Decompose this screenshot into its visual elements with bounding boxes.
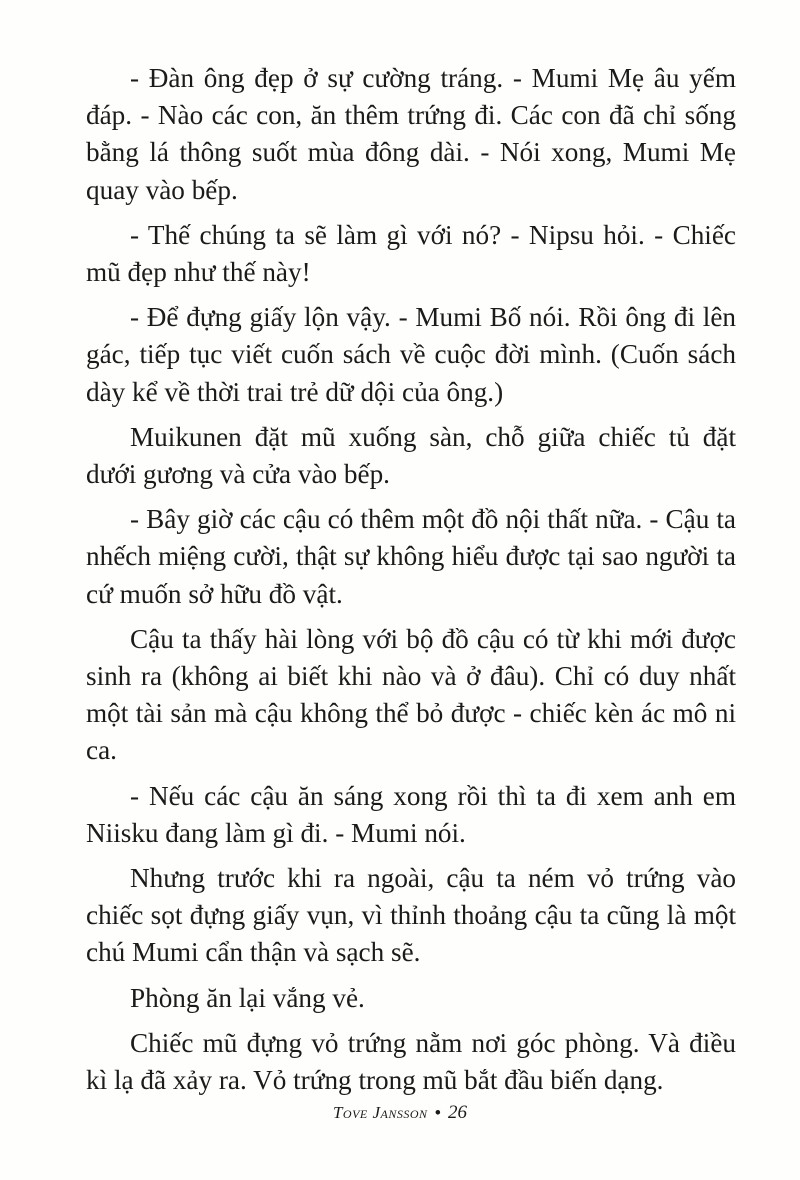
body-text [86, 60, 736, 1107]
paragraph-5: - Bây giờ các cậu có thêm một đồ nội thất nữa. - Cậu ta nhếch miệng cười, thật sự không hiểu được tại sao người ta cứ muốn sở hữu đồ vật. [86, 504, 736, 609]
paragraph-9: Phòng ăn lại vắng vẻ. [130, 982, 365, 1013]
page-footer [0, 1102, 800, 1124]
page-number: 26 [448, 1102, 468, 1123]
paragraph-4: Muikunen đặt mũ xuống sàn, chỗ giữa chiếc tủ đặt dưới gương và cửa vào bếp. [86, 421, 736, 490]
paragraph-10: Chiếc mũ đựng vỏ trứng nằm nơi góc phòng. Và điều kì lạ đã xảy ra. Vỏ trứng trong mũ bắt đầu biến dạng. [86, 1027, 736, 1096]
paragraph-3: - Để đựng giấy lộn vậy. - Mumi Bố nói. Rồi ông đi lên gác, tiếp tục viết cuốn sách về cuộc đời mình. (Cuốn sách dày kể về thời trai trẻ dữ dội của ông.) [86, 302, 736, 407]
paragraph-1: - Đàn ông đẹp ở sự cường tráng. - Mumi Mẹ âu yếm đáp. - Nào các con, ăn thêm trứng đi. Các con đã chỉ sống bằng lá thông suốt mùa đông dài. - Nói xong, Mumi Mẹ quay vào bếp. [86, 63, 736, 205]
paragraph-6: Cậu ta thấy hài lòng với bộ đồ cậu có từ khi mới được sinh ra (không ai biết khi nào và ở đâu). Chỉ có duy nhất một tài sản mà cậu không thể bỏ được - chiếc kèn ác mô ni ca. [86, 623, 736, 766]
paragraph-7: - Nếu các cậu ăn sáng xong rồi thì ta đi xem anh em Niisku đang làm gì đi. - Mumi nói. [86, 780, 736, 848]
paragraph-8: Nhưng trước khi ra ngoài, cậu ta ném vỏ trứng vào chiếc sọt đựng giấy vụn, vì thỉnh thoảng cậu ta cũng là một chú Mumi cẩn thận và sạch sẽ. [86, 863, 736, 968]
footer-separator: • [434, 1103, 441, 1122]
paragraph-2: - Thế chúng ta sẽ làm gì với nó? - Nipsu hỏi. - Chiếc mũ đẹp như thế này! [86, 219, 736, 288]
footer-author: Tove Jansson [332, 1103, 428, 1122]
